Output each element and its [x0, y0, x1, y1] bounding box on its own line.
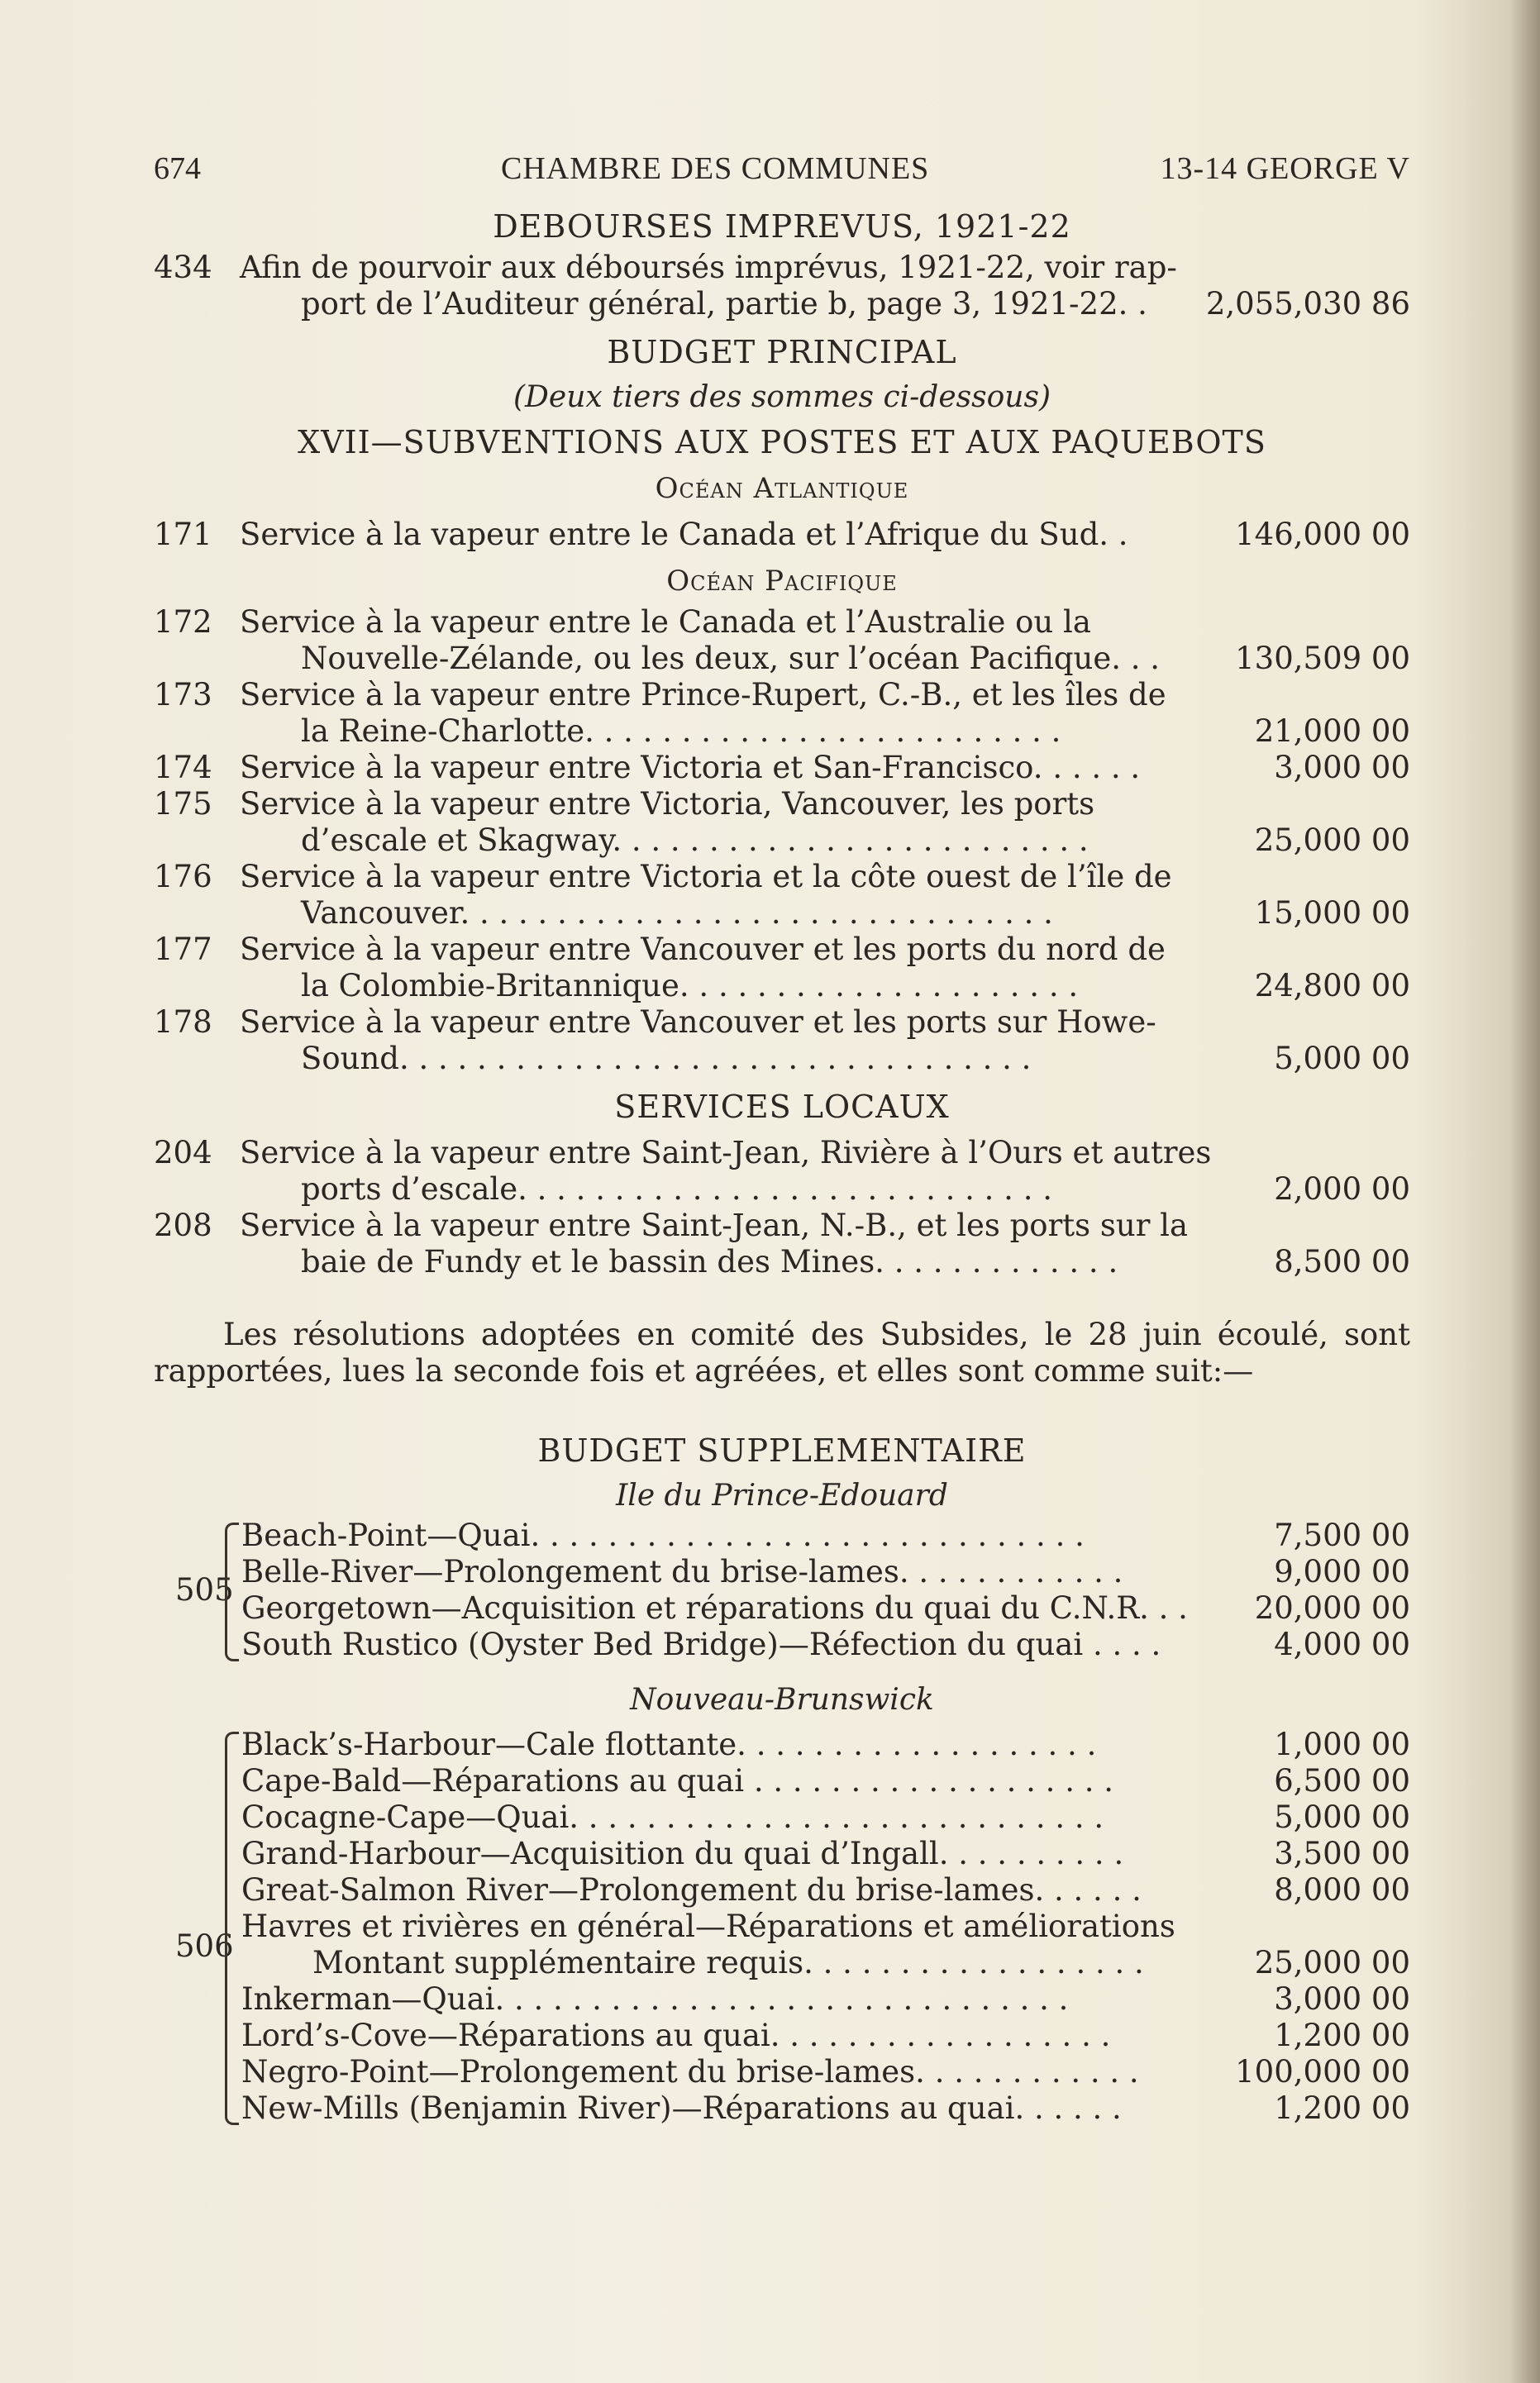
entry-174 [154, 750, 1410, 786]
item-amount: 9,000 00 [1274, 1554, 1410, 1589]
item-text: Negro-Point—Prolongement du brise-lames. . . . . . . . . . . . [241, 2054, 1139, 2090]
item-text: Great-Salmon River—Prolongement du brise-lames. . . . . . [241, 1872, 1142, 1908]
group-505 [154, 1518, 1410, 1663]
item-amount: 4,000 00 [1274, 1627, 1410, 1662]
vote-number: 172 [154, 604, 212, 640]
item-amount: 7,500 00 [1274, 1518, 1410, 1553]
item-text: Black’s-Harbour—Cale flottante. . . . . . . . . . . . . . . . . . . [241, 1727, 1097, 1762]
vote-number: 171 [154, 517, 212, 552]
subsection-nouveau-brunswick: Nouveau-Brunswick [630, 1683, 934, 1717]
item-text: Cape-Bald—Réparations au quai . . . . . . . . . . . . . . . . . . . [241, 1763, 1114, 1799]
entry-amount: 146,000 00 [1235, 517, 1410, 552]
entry-176 [154, 859, 1410, 932]
list-item [241, 2054, 1410, 2090]
entry-amount: 2,000 00 [1274, 1171, 1410, 1207]
entry-204 [154, 1135, 1410, 1208]
item-amount: 1,200 00 [1274, 2018, 1410, 2053]
entry-line-1: Service à la vapeur entre Saint-Jean, Rivière à l’Ours et autres [240, 1135, 1212, 1170]
item-text: Beach-Point—Quai. . . . . . . . . . . . . . . . . . . . . . . . . . . . . [241, 1518, 1085, 1553]
item-amount: 1,000 00 [1274, 1727, 1410, 1762]
entry-amount: 3,000 00 [1274, 750, 1410, 785]
header-title: CHAMBRE DES COMMUNES [501, 151, 930, 186]
item-amount: 3,000 00 [1274, 1981, 1410, 2017]
item-text-continued: Montant supplémentaire requis. . . . . . . . . . . . . . . . . . [312, 1945, 1144, 1980]
local-entries [154, 1135, 1410, 1280]
brace [225, 1523, 239, 1661]
entry-amount: 2,055,030 86 [1205, 286, 1410, 322]
entry-line-2: d’escale et Skagway. . . . . . . . . . . . . . . . . . . . . . . . . [301, 822, 1089, 858]
entry-amount: 5,000 00 [1274, 1041, 1410, 1076]
item-amount: 20,000 00 [1254, 1590, 1410, 1626]
list-item [241, 1909, 1410, 1981]
entry-line-1: Service à la vapeur entre le Canada et l’Afrique du Sud. . [240, 517, 1128, 552]
item-text: South Rustico (Oyster Bed Bridge)—Réfection du quai . . . . [241, 1627, 1161, 1662]
item-amount: 1,200 00 [1274, 2090, 1410, 2126]
entry-line-1: Afin de pourvoir aux déboursés imprévus, 1921-22, voir rap- [240, 250, 1177, 285]
entry-amount: 15,000 00 [1254, 895, 1410, 931]
pacific-entries [154, 604, 1410, 1077]
entry-line-1: Service à la vapeur entre Vancouver et les ports sur Howe- [240, 1004, 1156, 1040]
vote-number: 434 [154, 250, 212, 285]
entry-line-1: Service à la vapeur entre Victoria, Vancouver, les ports [240, 786, 1095, 822]
vote-number: 177 [154, 932, 212, 967]
list-item [241, 1872, 1410, 1909]
entry-line-2: la Reine-Charlotte. . . . . . . . . . . . . . . . . . . . . . . . . [301, 713, 1061, 749]
entry-amount: 130,509 00 [1235, 641, 1410, 676]
entry-line-2: Nouvelle-Zélande, ou les deux, sur l’océan Pacifique. . . [301, 641, 1161, 676]
item-text: Cocagne-Cape—Quai. . . . . . . . . . . . . . . . . . . . . . . . . . . . [241, 1799, 1104, 1835]
entry-amount: 24,800 00 [1254, 968, 1410, 1003]
item-amount: 8,000 00 [1274, 1872, 1410, 1908]
list-item [241, 1763, 1410, 1799]
vote-number: 506 [175, 1928, 234, 1964]
subsection-ocean-pacifique: Océan Pacifique [666, 565, 898, 598]
entry-177 [154, 932, 1410, 1004]
item-amount: 3,500 00 [1274, 1836, 1410, 1871]
subsection-ocean-atlantique: Océan Atlantique [655, 472, 909, 505]
entry-line-2: ports d’escale. . . . . . . . . . . . . . . . . . . . . . . . . . . . [301, 1171, 1052, 1207]
document-sheet [154, 141, 1410, 2127]
page-number: 674 [154, 151, 201, 186]
brace [225, 1732, 239, 2125]
item-text: Inkerman—Quai. . . . . . . . . . . . . . . . . . . . . . . . . . . . . . [241, 1981, 1069, 2017]
vote-number: 176 [154, 859, 212, 894]
vote-number: 178 [154, 1004, 212, 1040]
entry-line-2: Sound. . . . . . . . . . . . . . . . . . . . . . . . . . . . . . . . . [301, 1041, 1032, 1076]
entry-172 [154, 604, 1410, 677]
list-item [241, 1727, 1410, 1763]
entry-line-2: baie de Fundy et le bassin des Mines. . . . . . . . . . . . . [301, 1244, 1118, 1280]
entry-line-1: Service à la vapeur entre Vancouver et les ports du nord de [240, 932, 1166, 967]
list-item [241, 1981, 1410, 2018]
entry-line-1: Service à la vapeur entre Victoria et la côte ouest de l’île de [240, 859, 1172, 894]
item-text: Georgetown—Acquisition et réparations du quai du C.N.R. . . [241, 1590, 1188, 1626]
group-506 [154, 1727, 1410, 2127]
vote-number: 175 [154, 786, 212, 822]
item-text: New-Mills (Benjamin River)—Réparations au quai. . . . . . [241, 2090, 1122, 2126]
entry-434 [154, 250, 1410, 322]
entry-178 [154, 1004, 1410, 1077]
item-amount: 6,500 00 [1274, 1763, 1410, 1799]
section-title-budget-principal: BUDGET PRINCIPAL [607, 334, 957, 370]
entry-line-2: Vancouver. . . . . . . . . . . . . . . . . . . . . . . . . . . . . . . [301, 895, 1053, 931]
list-item [241, 2090, 1410, 2127]
entry-line-1: Service à la vapeur entre le Canada et l’Australie ou la [240, 604, 1091, 640]
entry-171 [154, 517, 1410, 553]
entry-line-2: port de l’Auditeur général, partie b, page 3, 1921-22. . [301, 286, 1147, 322]
subsection-ile-du-prince-edouard: Ile du Prince-Edouard [616, 1479, 948, 1513]
vote-number: 173 [154, 677, 212, 713]
resolution-paragraph: Les résolutions adoptées en comité des Subsides, le 28 juin écoulé, sont rapportées, lues la seconde fois et agréées, et elles sont comme suit:— [154, 1317, 1410, 1389]
running-header [154, 141, 1410, 190]
header-reign: 13-14 GEORGE V [1160, 151, 1410, 186]
section-title-debourses: DEBOURSES IMPREVUS, 1921-22 [493, 208, 1071, 245]
section-title-budget-supplementaire: BUDGET SUPPLEMENTAIRE [537, 1432, 1027, 1469]
entry-amount: 8,500 00 [1274, 1244, 1410, 1280]
entry-line-1: Service à la vapeur entre Victoria et San-Francisco. . . . . . [240, 750, 1141, 785]
item-text: Lord’s-Cove—Réparations au quai. . . . . . . . . . . . . . . . . . [241, 2018, 1111, 2053]
list-item [241, 2018, 1410, 2054]
list-item [241, 1518, 1410, 1554]
list-item [241, 1554, 1410, 1590]
item-amount: 100,000 00 [1235, 2054, 1410, 2090]
vote-number: 208 [154, 1208, 212, 1243]
item-amount: 5,000 00 [1274, 1799, 1410, 1835]
entry-line-2: la Colombie-Britannique. . . . . . . . . . . . . . . . . . . . . [301, 968, 1079, 1003]
list-item [241, 1799, 1410, 1836]
list-item [241, 1627, 1410, 1663]
list-item [241, 1836, 1410, 1872]
vote-number: 505 [175, 1572, 234, 1608]
vote-number: 174 [154, 750, 212, 785]
entry-amount: 25,000 00 [1254, 822, 1410, 858]
entry-line-1: Service à la vapeur entre Saint-Jean, N.-B., et les ports sur la [240, 1208, 1189, 1243]
list-item [241, 1590, 1410, 1627]
entry-175 [154, 786, 1410, 859]
entry-amount: 21,000 00 [1254, 713, 1410, 749]
item-text: Belle-River—Prolongement du brise-lames. . . . . . . . . . . . [241, 1554, 1123, 1589]
entry-208 [154, 1208, 1410, 1280]
item-text: Grand-Harbour—Acquisition du quai d’Ingall. . . . . . . . . . [241, 1836, 1124, 1871]
section-title-services-locaux: SERVICES LOCAUX [614, 1089, 950, 1125]
vote-number: 204 [154, 1135, 212, 1170]
item-amount: 25,000 00 [1254, 1945, 1410, 1980]
section-title-xvii: XVII—SUBVENTIONS AUX POSTES ET AUX PAQUEBOTS [298, 424, 1266, 460]
item-text: Havres et rivières en général—Réparations et améliorations [241, 1909, 1175, 1944]
entry-line-1: Service à la vapeur entre Prince-Rupert, C.-B., et les îles de [240, 677, 1166, 713]
budget-subtitle: (Deux tiers des sommes ci-dessous) [513, 380, 1051, 414]
entry-173 [154, 677, 1410, 750]
